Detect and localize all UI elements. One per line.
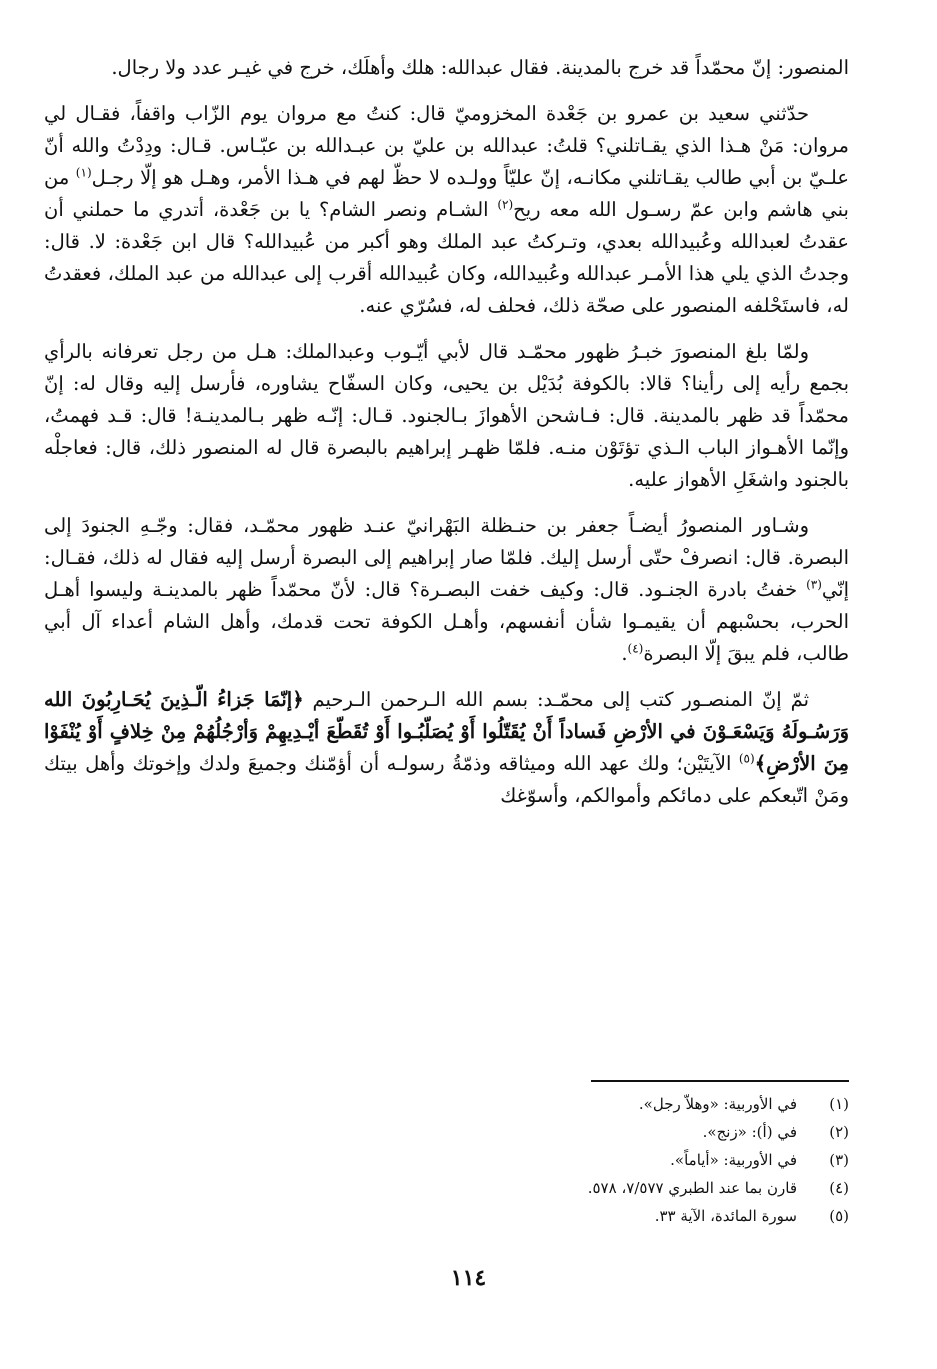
paragraph-text: الآيتَيْن؛ ولك عهد الله وميثاقه وذمّةُ رسولـه أن أؤمّنك وجميعَ ولدك وإخوتك وأهل بيتك ومَنْ اتّبعكم على دمائكم وأموالكم، وأسوّغك	[44, 752, 849, 807]
page-number: ١١٤	[450, 1265, 487, 1291]
footnote-reference: (١)	[75, 165, 92, 180]
paragraph	[44, 52, 849, 84]
paragraph-text: الشـام ونصر الشام؟ يا بن جَعْدة، أتدري ما حملني أن عقدتُ لعبدالله وعُبيدالله بعدي، وتـركتُ عبد الملك وهو أكبر من عُبيدالله؟ قال ابن جَعْدة: لا. قال: وجدتُ الذي يلي هذا الأمـر عبدالله وعُبيدالله، وكان عُبيدالله أقرب إلى عبدالله من عبد الملك، فعقدتُ له، فاستَحْلفه المنصور على صحّة ذلك، فحلف له، فسُرّي عنه.	[44, 198, 849, 317]
paragraph-text: ولمّا بلغ المنصورَ خبـرُ ظهور محمّـد قال لأبي أيّـوب وعبدالملك: هـل من رجل تعرفانه بالرأي بجمع رأيه إلى رأينا؟ قالا: بالكوفة بُدَيْل بن يحيى، وكان السفّاح يشاوره، فأرسل إليه وقال له: إنّ محمّداً قد ظهر بالمدينة. قال: فـاشحن الأهوازَ بـالجنود. قـال: إنّـه ظهر بـالمدينـة! قال: قـد فهمتُ، وإنّما الأهـواز الباب الـذي تؤتَوْن منـه. فلمّا ظهـر إبراهيم بالبصرة قال له المنصور ذلك، قال: فعاجلْه بالجنود واشغَلِ الأهواز عليه.	[44, 340, 849, 491]
paragraph-text: المنصور: إنّ محمّداً قد خرج بالمدينة. فقال عبدالله: هلك وأهلَك، خرج في غيـر عدد ولا رجال.	[111, 56, 849, 79]
paragraph	[44, 510, 849, 670]
footnote	[200, 1202, 849, 1230]
paragraph	[44, 336, 849, 496]
paragraph-text: ثمّ إنّ المنصـور كتب إلى محمّـد: بسم الله الـرحمن الـرحيم	[303, 688, 809, 711]
footnote-divider	[591, 1080, 849, 1082]
paragraph	[44, 98, 849, 322]
footnote-number: (٥)	[829, 1207, 849, 1225]
footnote	[200, 1174, 849, 1202]
paragraph	[44, 684, 849, 812]
paragraph-text: من بني هاشم وابن عمّ رسـول الله معه ريح	[44, 166, 849, 221]
paragraph-text: حدّثني سعيد بن عمرو بن جَعْدة المخزوميّ قال: كنتُ مع مروان يوم الزّاب واقفاً، فقـال لي مروان: مَنْ هـذا الذي يقـاتلني؟ قلتُ: عبدالله بن عليّ بن عبـدالله بن عبّـاس. قـال: ودِدْتُ والله أنّ علـيّ بن أبي طالب يقـاتلني مكانـه، إنّ عليّاً وولـده لا حظّ لهم في هـذا الأمر، وهـل هو إلّا رجـل	[44, 102, 849, 189]
footnotes	[200, 1090, 849, 1230]
footnote-text: في الأوربية: «أياماً».	[670, 1151, 797, 1169]
footnote-reference: (٤)	[627, 641, 644, 656]
footnote-text: في الأوربية: «وهلاّ رجل».	[638, 1095, 797, 1113]
footnote	[200, 1146, 849, 1174]
footnote	[200, 1118, 849, 1146]
paragraph-text: .	[621, 642, 628, 665]
footnote-text: سورة المائدة، الآية ٣٣.	[654, 1207, 797, 1225]
main-text	[44, 52, 849, 826]
footnote-reference: (٢)	[497, 197, 514, 212]
footnote-text: قارن بما عند الطبري ٧/٥٧٧، ٥٧٨.	[587, 1179, 797, 1197]
paragraph-text: وشـاور المنصورُ أيضـاً جعفر بن حنـظلة البَهْرانيّ عنـد ظهور محمّـد، فقال: وجّـهِ الجنودَ إلى البصرة. قال: انصرفْ حتّى أرسل إليك. فلمّا صار إبراهيم إلى البصرة أرسل إليه فقال له ذلك، فقـال: إنّي	[44, 514, 849, 601]
footnote	[200, 1090, 849, 1118]
footnote-reference: (٣)	[806, 577, 822, 592]
footnote-number: (٣)	[829, 1151, 849, 1169]
paragraph-text: خفتُ بادرة الجنـود. قال: وكيف خفت البصـرة؟ قال: لأنّ محمّداً ظهر بالمدينـة وليسوا أهـل الحرب، بحسْبهم أن يقيمـوا شأن أنفسهم، وأهـل الكوفة تحت قدمك، وأهل الشام أعداء آل أبي طالب، فلم يبقَ إلّا البصرة	[44, 578, 849, 665]
footnote-number: (١)	[829, 1095, 849, 1113]
quran-verse: ﴿إنّمَا جَزاءُ الّـذِينَ يُحَـارِبُونَ الله وَرَسُـولَهُ وَيَسْعَـوْنَ في الأرْضِ فَساداً أَنْ يُقَتّلُوا أَوْ يُصَلّبُـوا أَوْ تُقَطّعَ أيْـدِيهِمْ وَأرْجُلُهُمْ مِنْ خِلافٍ أَوْ يُنْفَوْا مِنَ الأرْضِ﴾	[44, 688, 849, 775]
footnote-text: في (أ): «زنج».	[702, 1123, 797, 1141]
footnote-number: (٢)	[829, 1123, 849, 1141]
footnote-number: (٤)	[829, 1179, 849, 1197]
footnote-reference: (٥)	[738, 751, 755, 766]
